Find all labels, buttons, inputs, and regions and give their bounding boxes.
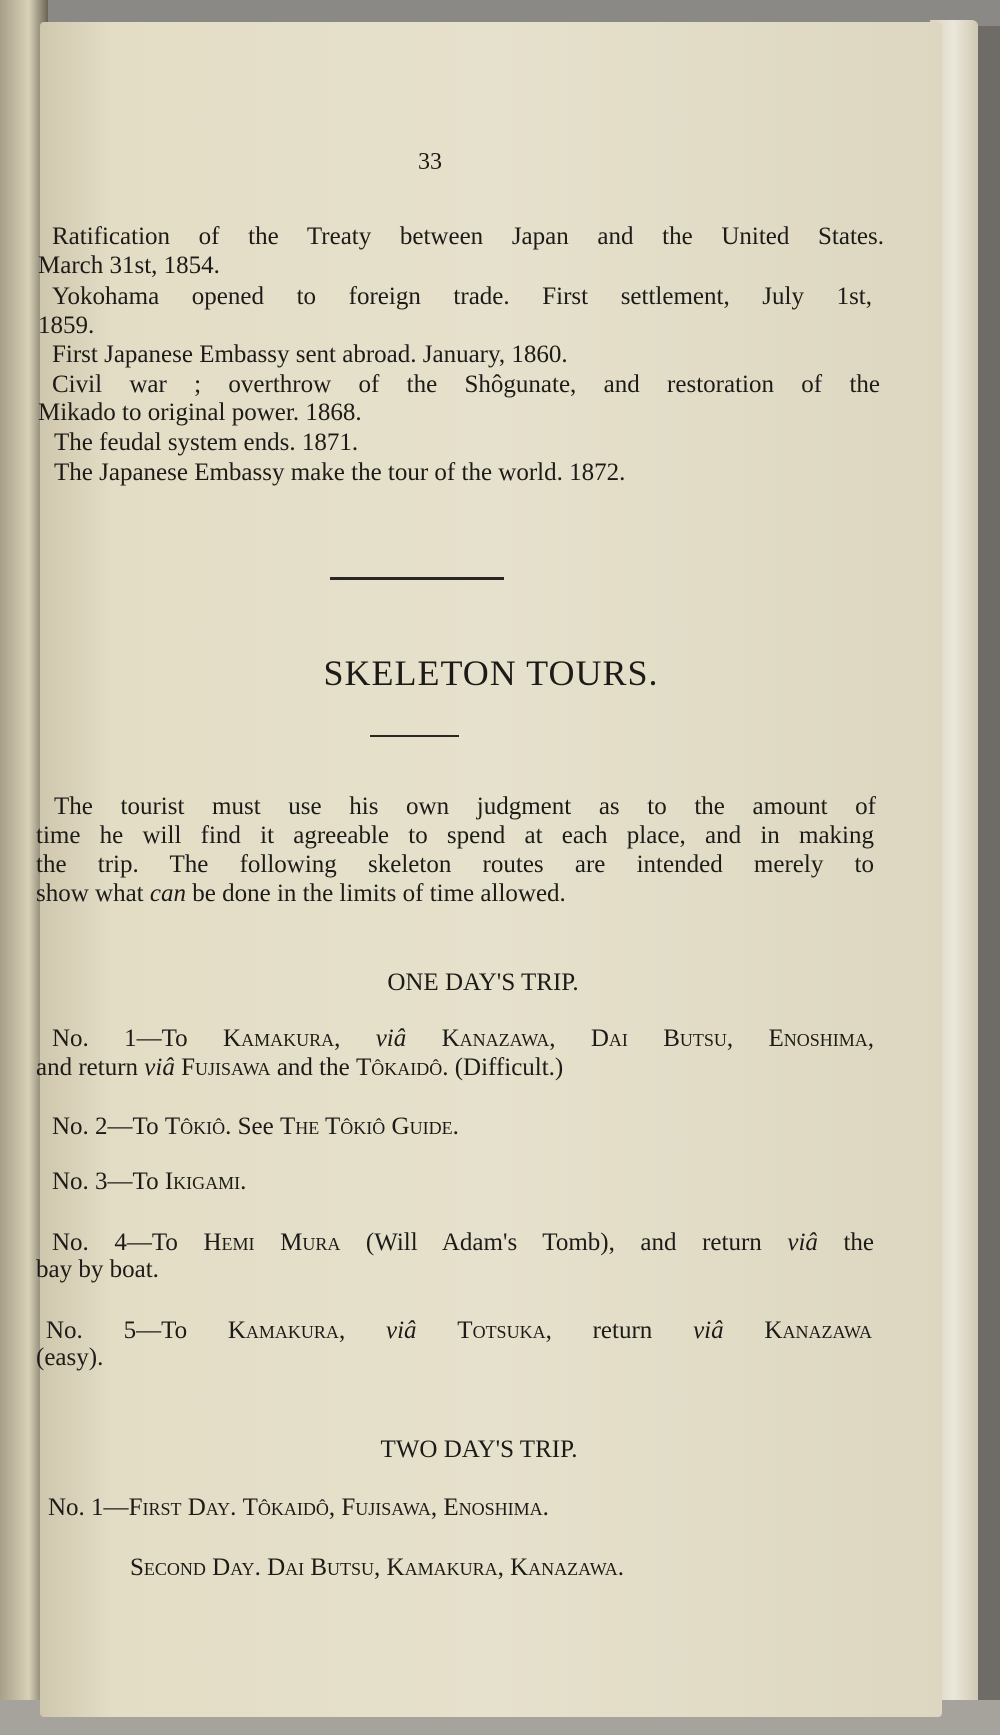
text-segment: Fujisawa [181,1054,271,1081]
text-segment: the [817,1229,875,1256]
text-segment: , [497,1554,511,1581]
text-segment: Dai Butsu [267,1554,375,1581]
text-segment: No. 1—To [52,1025,224,1052]
chronology-line: The Japanese Embassy make the tour of the world. 1872. [54,459,626,486]
text-segment: viâ [693,1317,724,1344]
text-segment: , [328,1494,342,1521]
text-segment: and return [36,1054,145,1081]
text-segment: Kamakura [386,1554,498,1581]
section-title: SKELETON TOURS. [323,653,659,693]
text-segment: Tôkiô [164,1113,226,1140]
text-line [54,794,876,819]
text-line [52,1230,874,1255]
text-segment: time he will find it agreeable to spend at each place, and in making [36,822,874,849]
text-segment: be done in the limits of time allowed. [186,880,566,907]
text-segment: , [867,1025,875,1052]
text-segment: Kamakura [223,1025,335,1052]
text-segment: , return [545,1317,694,1344]
text-line [52,1114,459,1139]
text-segment: . [254,1554,268,1581]
text-segment: Kamakura [227,1317,339,1344]
text-segment: Fujisawa [341,1494,431,1521]
text-segment: The Tôkiô Guide [279,1113,453,1140]
chronology-line: Yokohama opened to foreign trade. First settlement, July 1st, [52,283,872,310]
text-line [36,1055,563,1080]
text-line [36,1257,159,1282]
chronology-line: Civil war ; overthrow of the Shôgunate, and restoration of the [52,371,880,398]
text-segment: , [430,1494,444,1521]
text-segment: Totsuka [457,1317,546,1344]
text-line [52,1026,874,1051]
chronology-line: Ratification of the Treaty between Japan and the United States. [52,223,884,250]
text-segment: No. 2—To [52,1113,165,1140]
text-segment: . [240,1168,247,1195]
text-segment: , [726,1025,769,1052]
text-segment: No. 1— [48,1494,129,1521]
page-number: 33 [418,149,442,175]
text-segment: and the [270,1054,356,1081]
text-segment: No. 4—To [52,1229,204,1256]
text-segment: bay by boat. [36,1256,159,1283]
text-segment: , [338,1317,386,1344]
text-segment: First Day [128,1494,231,1521]
text-segment: viâ [385,1317,417,1344]
text-segment: viâ [144,1054,175,1081]
chronology-line: 1859. [38,312,95,339]
text-segment: the trip. The following skeleton routes are intended merely to [36,851,874,878]
text-segment: Tôkaidô [355,1054,443,1081]
text-segment: Enoshima [443,1494,543,1521]
text-segment: Hemi Mura [203,1229,341,1256]
text-line [46,1318,872,1343]
text-segment: Enoshima [768,1025,868,1052]
text-segment: . [542,1494,549,1521]
text-line [130,1555,624,1580]
divider-rule [330,577,504,580]
text-segment: Second Day [130,1554,255,1581]
text-segment: , [549,1025,591,1052]
text-segment: Kanazawa [510,1554,618,1581]
chronology-line: Mikado to original power. 1868. [38,399,362,426]
text-segment: , [334,1025,376,1052]
chronology-line: March 31st, 1854. [38,252,220,279]
text-line [52,1169,246,1194]
text-segment: (easy). [36,1344,104,1371]
text-segment: show what [36,880,150,907]
text-line [36,1345,103,1370]
text-segment: . [452,1113,459,1140]
text-segment: . See [225,1113,280,1140]
chronology-line: The feudal system ends. 1871. [54,429,359,456]
text-segment [417,1317,458,1344]
text-segment: viâ [375,1025,407,1052]
text-segment: The tourist must use his own judgment as to the amount of [54,793,876,820]
book-page [36,22,942,1717]
text-segment: . (Difficult.) [442,1054,564,1081]
text-line [48,1495,549,1520]
text-segment: . [617,1554,624,1581]
one-day-heading: ONE DAY'S TRIP. [387,969,579,996]
chronology-line: First Japanese Embassy sent abroad. January, 1860. [52,341,568,368]
text-segment: No. 5—To [46,1317,228,1344]
text-segment [724,1317,765,1344]
short-rule [370,735,459,737]
text-segment: . [230,1494,243,1521]
text-segment: (Will Adam's Tomb), and return [340,1229,788,1256]
text-segment [406,1025,441,1052]
text-segment: Ikigami [164,1168,241,1195]
text-segment: Tôkaidô [242,1494,329,1521]
text-segment: Kanazawa [764,1317,873,1344]
text-segment: viâ [787,1229,818,1256]
text-line [36,852,874,877]
text-segment: can [149,880,186,907]
text-line [36,823,874,848]
text-segment: No. 3—To [52,1168,165,1195]
text-segment: Kanazawa [441,1025,550,1052]
text-segment: , [374,1554,387,1581]
text-segment: Dai Butsu [590,1025,727,1052]
text-line [36,881,566,906]
two-day-heading: TWO DAY'S TRIP. [380,1436,578,1463]
